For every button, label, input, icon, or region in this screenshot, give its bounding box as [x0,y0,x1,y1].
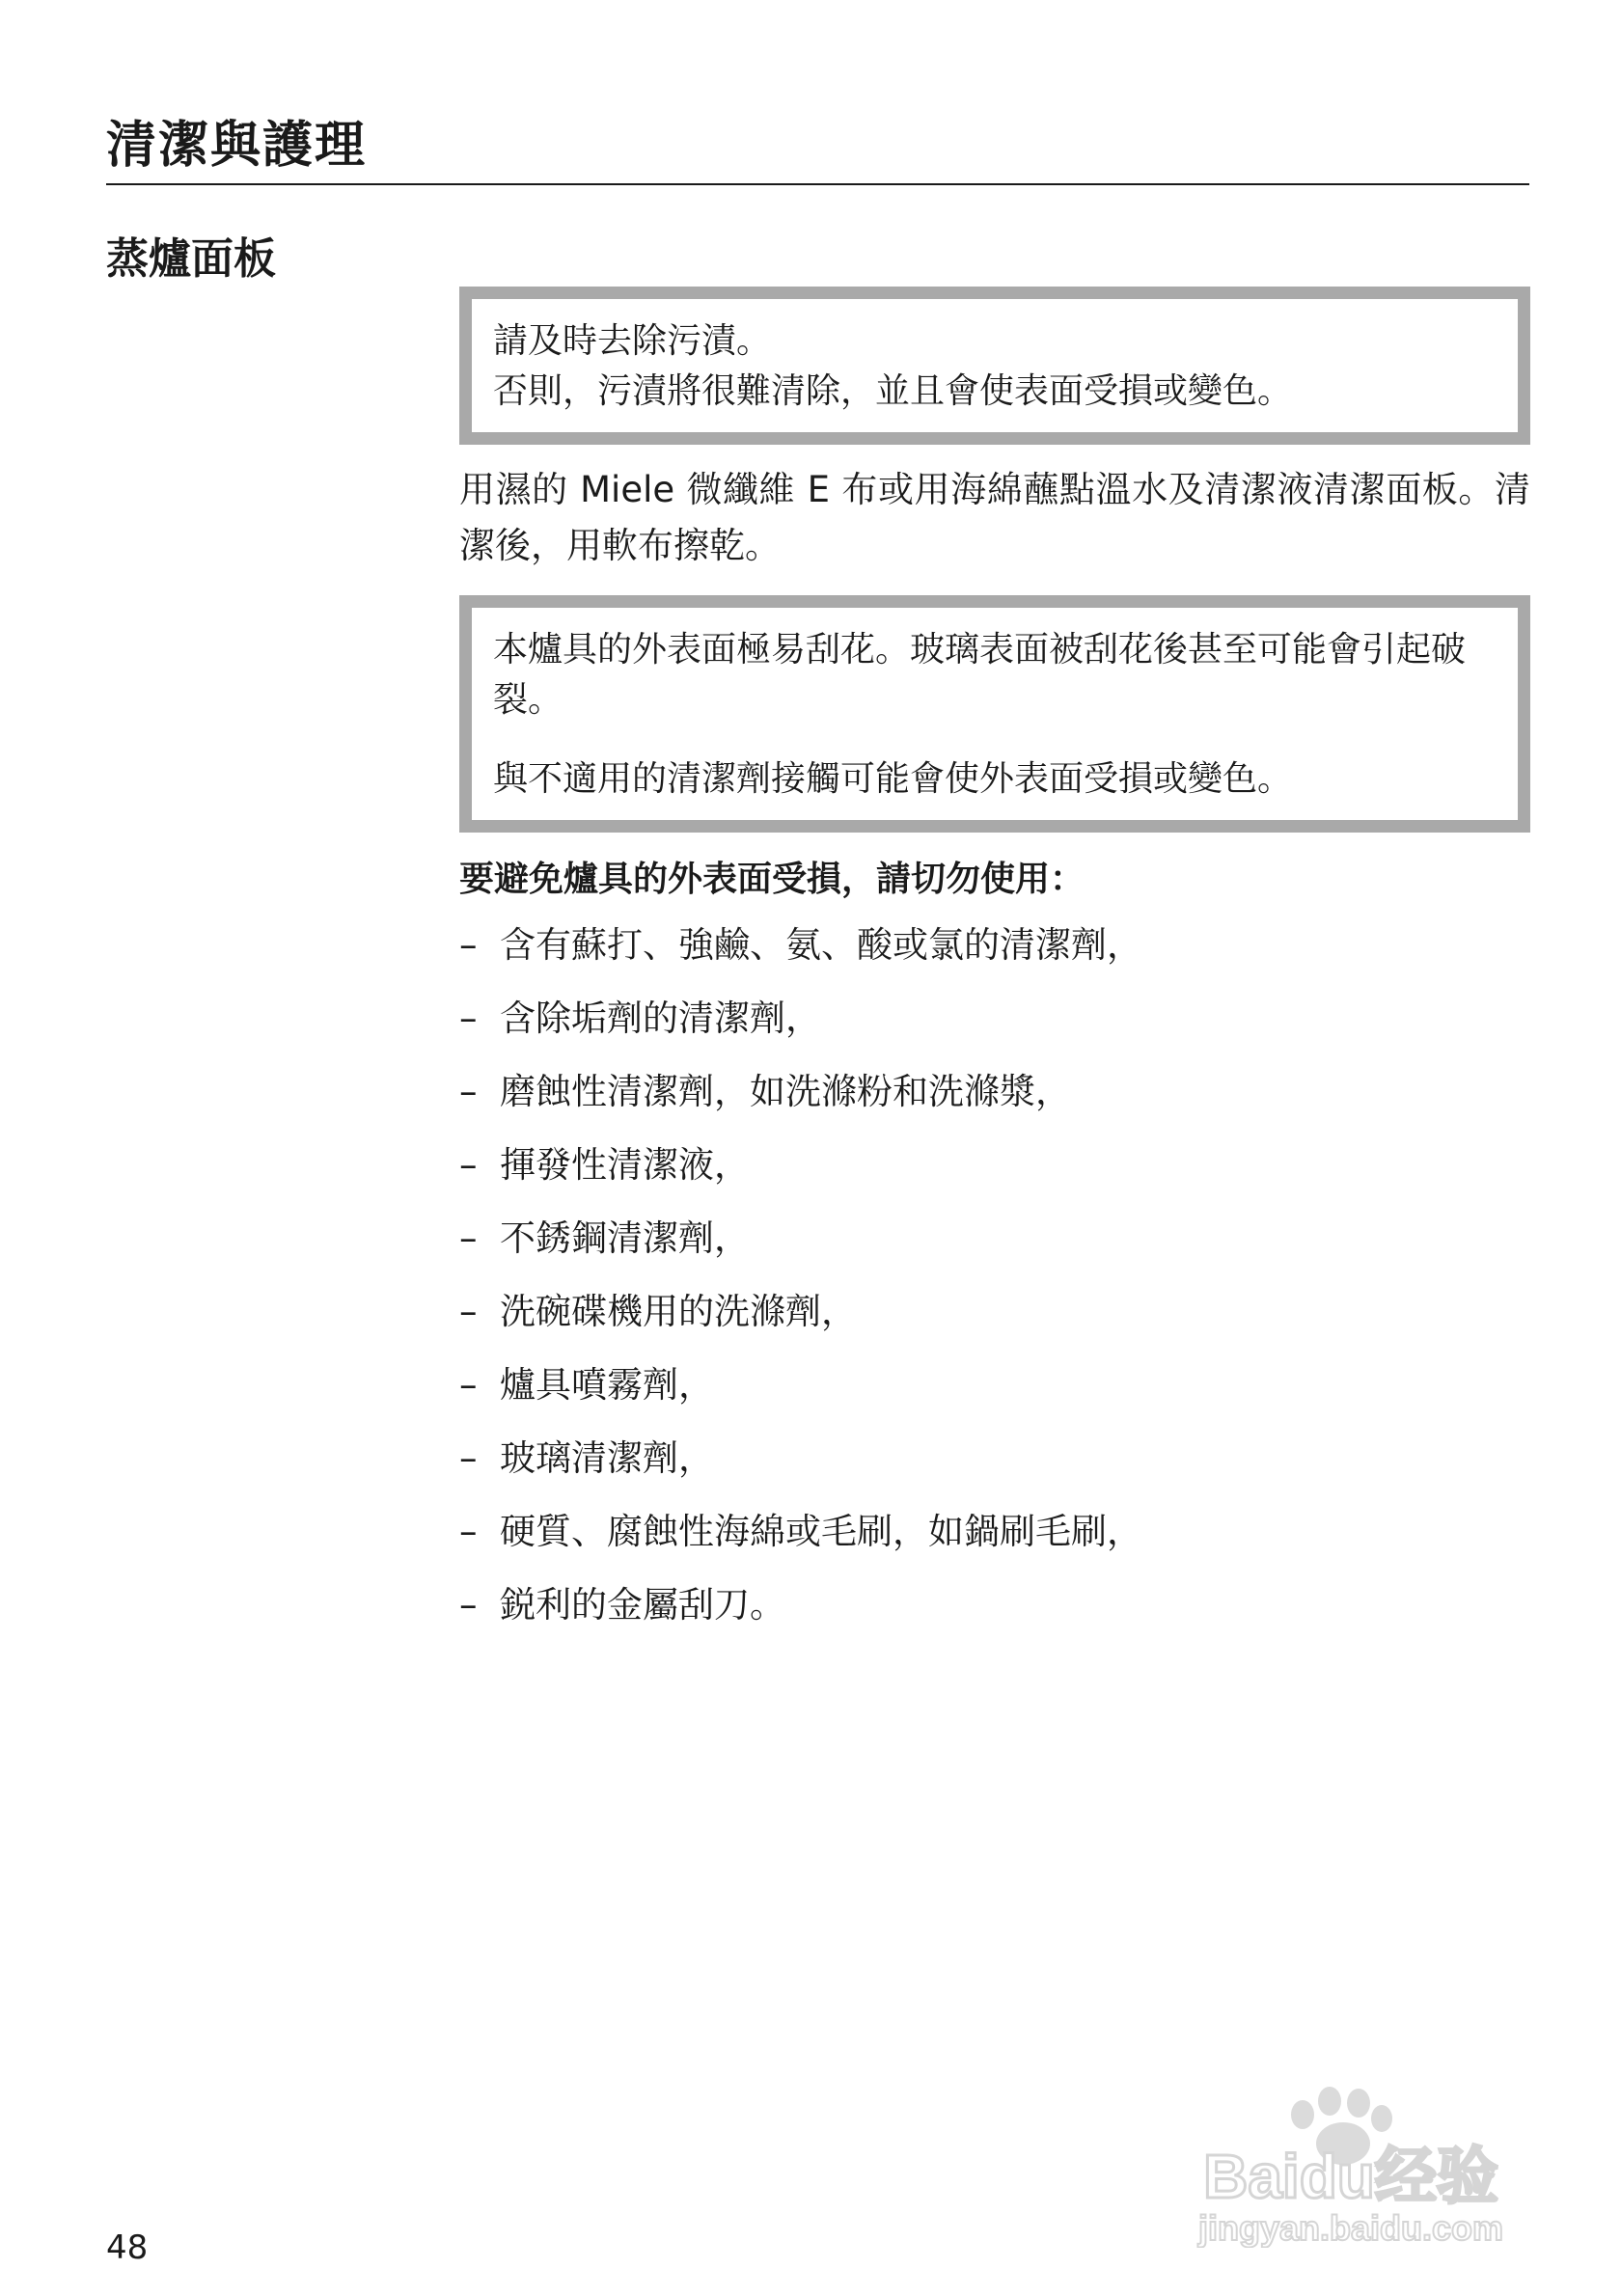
dash-bullet: – [459,1217,478,1259]
list-item-text: 含有蘇打、強鹼、氨、酸或氯的清潔劑， [500,924,1142,966]
watermark-url: jingyan.baidu.com [1197,2208,1504,2248]
list-item-text: 爐具噴霧劑， [500,1364,714,1406]
list-item-text: 鋭利的金屬刮刀。 [500,1584,785,1626]
section-title: 蒸爐面板 [106,234,276,284]
list-item-text: 不銹鋼清潔劑， [500,1217,750,1259]
dash-bullet: – [459,924,478,966]
chapter-title: 清潔與護理 [106,117,368,175]
list-item-text: 揮發性清潔液， [500,1144,750,1186]
warning-box-stains [459,287,1530,445]
main-content [459,287,1530,1654]
dash-bullet: – [459,1584,478,1626]
page-number: 48 [106,2228,149,2267]
list-item [459,1215,1530,1288]
list-item-text: 硬質、腐蝕性海綿或毛刷，如鍋刷毛刷， [500,1511,1142,1552]
list-item [459,1068,1530,1141]
dash-bullet: – [459,1071,478,1112]
dash-bullet: – [459,1437,478,1479]
warning-text: 否則，污漬將很難清除，並且會使表面受損或變色。 [493,371,1293,411]
dash-bullet: – [459,998,478,1039]
list-item [459,1508,1530,1581]
list-item [459,1435,1530,1508]
dash-bullet: – [459,1291,478,1332]
list-item-text: 磨蝕性清潔劑，如洗滌粉和洗滌漿， [500,1071,1071,1112]
warning-text: 與不適用的清潔劑接觸可能會使外表面受損或變色。 [493,759,1293,799]
list-item [459,1141,1530,1215]
warning-box-scratches [459,595,1530,833]
dash-bullet: – [459,1511,478,1552]
list-item-text: 洗碗碟機用的洗滌劑， [500,1291,857,1332]
list-item [459,1581,1530,1654]
avoid-heading: 要避免爐具的外表面受損，請切勿使用： [459,860,1085,899]
dash-bullet: – [459,1364,478,1406]
list-item [459,1288,1530,1361]
baidu-jingyan-watermark [1158,2064,1544,2248]
dash-bullet: – [459,1144,478,1186]
title-divider [106,183,1529,185]
list-item [459,995,1530,1068]
cleaning-instructions: 用濕的 Miele 微纖維 E 布或用海綿蘸點溫水及清潔液清潔面板。清潔後，用軟布擦乾。 [459,469,1530,566]
list-item-text: 玻璃清潔劑， [500,1437,714,1479]
list-item [459,1361,1530,1435]
warning-text: 本爐具的外表面極易刮花。玻璃表面被刮花後甚至可能會引起破裂。 [493,630,1467,720]
warning-text: 請及時去除污漬。 [493,321,772,361]
avoid-list [459,921,1530,1654]
list-item [459,921,1530,995]
list-item-text: 含除垢劑的清潔劑， [500,998,821,1039]
watermark-brand: Baidu经验 [1203,2142,1498,2211]
